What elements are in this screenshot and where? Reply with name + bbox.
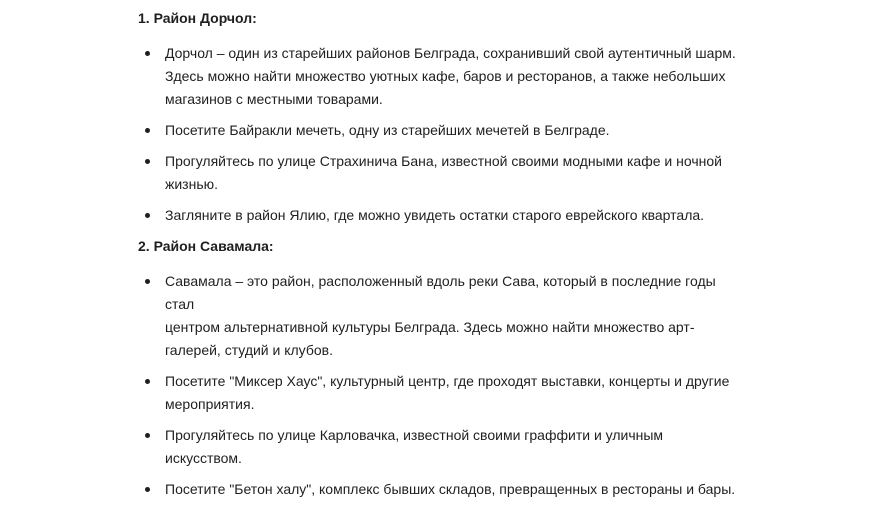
list-item-line: Савамала – это район, расположенный вдоль реки Сава, который в последние годы стал: [165, 273, 716, 312]
bullet-icon: [145, 433, 150, 438]
bullet-icon: [145, 379, 150, 384]
list-item-line: Посетите Байракли мечеть, одну из старейших мечетей в Белграде.: [165, 122, 610, 138]
list-item-line: Посетите "Бетон халу", комплекс бывших складов, превращенных в рестораны и бары.: [165, 481, 736, 497]
section-heading: [138, 236, 738, 256]
list-item-line: Загляните в район Ялию, где можно увидеть остатки старого еврейского квартала.: [165, 207, 705, 223]
section-title: Район Дорчол:: [153, 10, 257, 26]
list-item: [138, 150, 738, 196]
bullet-icon: [145, 159, 150, 164]
list-item: [138, 424, 738, 470]
bullet-list: [138, 42, 738, 227]
section-number: 2.: [138, 238, 150, 254]
bullet-icon: [145, 128, 150, 133]
section-heading: [138, 8, 738, 28]
response-content: [138, 8, 738, 509]
list-item-line: галерей, студий и клубов.: [165, 342, 333, 358]
bullet-icon: [145, 213, 150, 218]
list-item-line: центром альтернативной культуры Белграда. Здесь можно найти множество арт-: [165, 319, 695, 335]
bullet-icon: [145, 487, 150, 492]
list-item: [138, 370, 738, 416]
bullet-icon: [145, 51, 150, 56]
bullet-list: [138, 270, 738, 501]
section-number: 1.: [138, 10, 150, 26]
section-title: Район Савамала:: [153, 238, 274, 254]
list-item: [138, 119, 738, 142]
list-item-line: Посетите "Миксер Хаус", культурный центр, где проходят выставки, концерты и другие: [165, 373, 730, 389]
bullet-icon: [145, 279, 150, 284]
list-item: [138, 478, 738, 501]
list-item-line: Прогуляйтесь по улице Карловачка, известной своими граффити и уличным искусством.: [165, 427, 664, 466]
list-item: [138, 42, 738, 111]
list-item-line: мероприятия.: [165, 396, 255, 412]
section-dorcol: [138, 8, 738, 227]
list-item-line: Дорчол – один из старейших районов Белграда, сохранивший свой аутентичный шарм.: [165, 45, 736, 61]
section-savamala: [138, 236, 738, 501]
list-item: [138, 204, 738, 227]
list-item-line: магазинов с местными товарами.: [165, 91, 383, 107]
list-item-line: жизнью.: [165, 176, 219, 192]
list-item-line: Прогуляйтесь по улице Страхинича Бана, известной своими модными кафе и ночной: [165, 153, 722, 169]
list-item-line: Здесь можно найти множество уютных кафе, баров и ресторанов, а также небольших: [165, 68, 726, 84]
list-item: [138, 270, 738, 362]
